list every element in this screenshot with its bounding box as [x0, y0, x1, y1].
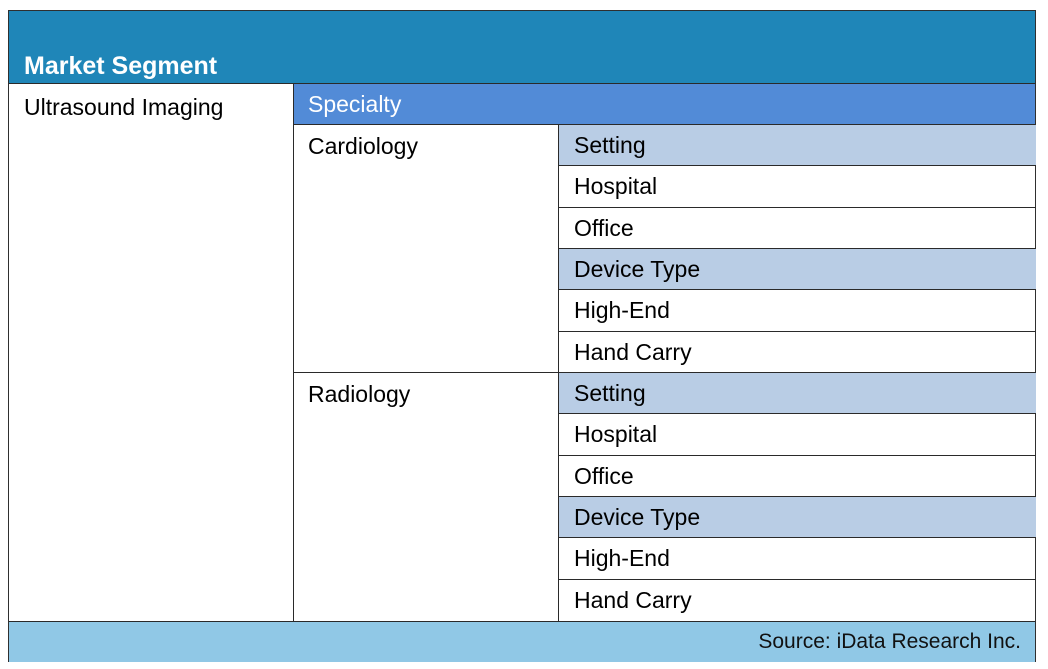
- row-label: Hospital: [574, 421, 658, 448]
- row-label: Setting: [574, 379, 646, 406]
- row-label: Office: [574, 462, 634, 489]
- specialty-name: Radiology: [308, 381, 411, 407]
- table-row: [559, 456, 1036, 497]
- specialty-label: Specialty: [308, 91, 402, 117]
- table-row: [559, 208, 1036, 249]
- table-header: [9, 11, 1035, 84]
- subheader-row: [559, 497, 1036, 538]
- row-label: Device Type: [574, 255, 701, 282]
- specialty-name: Cardiology: [308, 133, 418, 159]
- table-row: [559, 580, 1036, 621]
- table-title: Market Segment: [24, 52, 218, 80]
- row-label: High-End: [574, 545, 670, 572]
- market-segment-table: [8, 10, 1036, 662]
- market-name: Ultrasound Imaging: [24, 94, 224, 120]
- row-label: Hospital: [574, 173, 658, 200]
- row-label: High-End: [574, 297, 670, 324]
- market-column: [9, 84, 294, 621]
- specialty-header: [294, 84, 1035, 125]
- row-label: Office: [574, 214, 634, 241]
- specialty-cardiology: [294, 125, 558, 373]
- table-row: [559, 414, 1036, 455]
- segment-rows: [558, 125, 1036, 621]
- source-note: Source: iData Research Inc.: [758, 630, 1021, 653]
- table-row: [559, 332, 1036, 373]
- specialty-radiology: [294, 373, 558, 621]
- row-label: Setting: [574, 132, 646, 158]
- table-row: [559, 166, 1036, 207]
- row-label: Hand Carry: [574, 586, 692, 613]
- row-label: Device Type: [574, 503, 701, 530]
- subheader-row: [559, 125, 1036, 166]
- table-footer: [9, 621, 1035, 662]
- row-label: Hand Carry: [574, 338, 692, 365]
- subheader-row: [559, 373, 1036, 414]
- subheader-row: [559, 249, 1036, 290]
- table-row: [559, 538, 1036, 579]
- table-row: [559, 290, 1036, 331]
